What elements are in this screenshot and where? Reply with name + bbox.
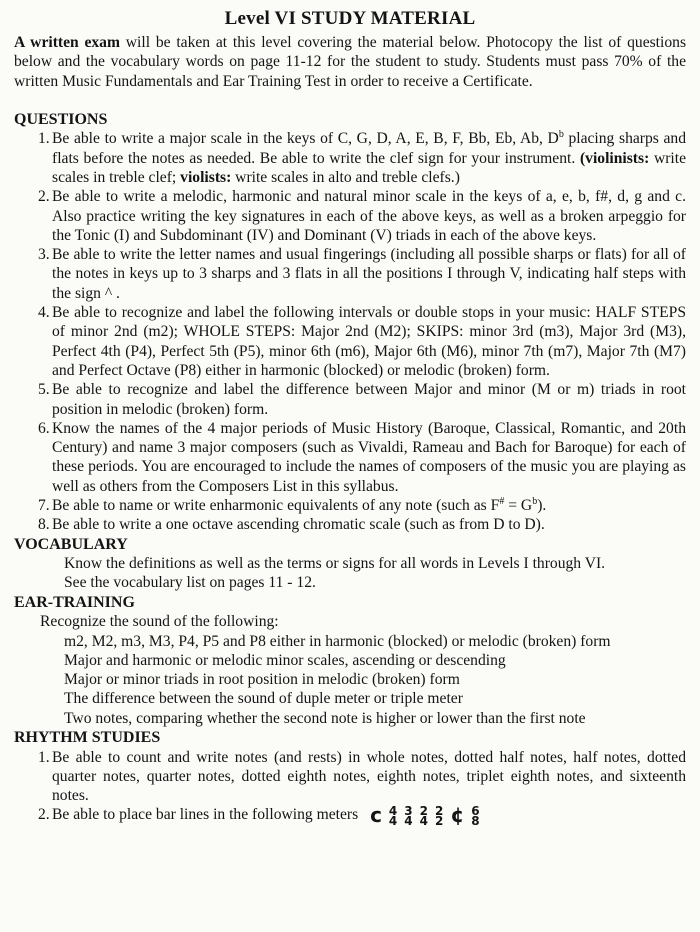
rhythm-item <box>14 748 686 806</box>
question-item <box>14 515 686 534</box>
meter-bottom: 4 <box>404 813 413 828</box>
meter-signs <box>370 803 480 828</box>
ear-training-item: m2, M2, m3, M3, P4, P5 and P8 either in harmonic (blocked) or melodic (broken) form <box>64 632 611 650</box>
questions-list <box>14 129 686 534</box>
question-text: write scales in treble clef; <box>52 149 686 186</box>
flat-superscript: b <box>558 129 564 141</box>
question-text: Be able to write the letter names and usual fingerings (including all possible sharps or flats) for all of the notes in keys up to 3 sharps and 3 flats in all the positions I through V, indicating half steps with the sign ^ . <box>52 246 686 302</box>
rhythm-item <box>14 803 686 828</box>
rhythm-text: Be able to count and write notes (and rests) in whole notes, dotted half notes, half notes, dotted quarter notes, quarter notes, dotted eighth notes, eighth notes, triplet eighth notes, and sixteenth notes. <box>52 748 686 805</box>
question-item <box>14 303 686 380</box>
meter-fraction <box>471 803 480 828</box>
intro-text: will be taken at this level covering the material below. Photocopy the list of questions below and the vocabulary words on page 11-12 for the student to study. Students must pass 70% of the written Music Fundamentals and Ear Training Test in order to receive a Certificate. <box>14 34 687 90</box>
question-item <box>14 245 686 303</box>
question-text: Be able to recognize and label the difference between Major and minor (M or m) triads in root position in melodic (broken) form. <box>52 381 686 418</box>
question-text: placing sharps and flats before the notes as needed. Be able to write the clef sign for your instrument. <box>52 130 686 167</box>
ear-training-intro: Recognize the sound of the following: <box>40 613 279 631</box>
meter-fraction <box>404 803 413 828</box>
question-item <box>14 187 686 245</box>
question-text: ). <box>537 497 547 515</box>
question-number: 2. <box>38 188 50 206</box>
intro-paragraph <box>14 33 686 91</box>
question-number: 5. <box>38 381 50 399</box>
vocabulary-line: See the vocabulary list on pages 11 - 12. <box>64 574 316 592</box>
question-text: Know the names of the 4 major periods of Music History (Baroque, Classical, Romantic, and 20th Century) and name 3 major composers (such as Vivaldi, Rameau and Bach for Baroque) for each of these periods. You are encouraged to include the names of composers of the music you are playing as well as others from the Composers List in this syllabus. <box>52 419 686 495</box>
rhythm-number: 1. <box>38 748 50 766</box>
rhythm-list <box>14 748 686 826</box>
ear-training-item: Major and harmonic or melodic minor scales, ascending or descending <box>64 651 506 669</box>
vocabulary-line: Know the definitions as well as the terms or signs for all words in Levels I through VI. <box>64 555 606 573</box>
common-time-icon: c <box>370 803 382 828</box>
question-number: 1. <box>38 130 50 148</box>
ear-training-item: Major or minor triads in root position in melodic (broken) form <box>64 671 460 689</box>
question-text: = G <box>504 497 533 515</box>
question-number: 3. <box>38 246 50 264</box>
meter-top: 4 <box>388 803 398 818</box>
cut-time-icon: ¢ <box>450 803 465 828</box>
question-bold: violists: <box>180 168 232 186</box>
ear-training-item: Two notes, comparing whether the second note is higher or lower than the first note <box>64 709 586 727</box>
meter-top: 2 <box>435 803 444 818</box>
page-title: Level VI STUDY MATERIAL <box>224 8 476 29</box>
meter-fraction <box>388 803 398 828</box>
question-text: write scales in alto and treble clefs.) <box>231 168 460 186</box>
question-item <box>14 380 686 419</box>
question-item <box>14 496 686 515</box>
intro-bold-lead: A written exam <box>14 34 120 51</box>
meter-bottom: 4 <box>419 813 428 828</box>
rhythm-number: 2. <box>38 806 50 824</box>
meter-bottom: 4 <box>388 813 398 828</box>
flat-superscript: b <box>532 495 538 507</box>
question-bold: (violinists: <box>579 149 650 167</box>
question-text: Be able to recognize and label the following intervals or double stops in your music: HALF STEPS of minor 2nd (m2); WHOLE STEPS: Major 2nd (M2); SKIPS: minor 3rd (m3), Major 3rd (M3), Perfect 4th (P4), Perfect 5th (P5), minor 6th (m6), Major 6th (M6), minor 7th (m7), Major 7th (M7) and Perfect Octave (P8) either in harmonic (blocked) or melodic (broken) form. <box>52 304 686 379</box>
question-number: 4. <box>38 304 50 322</box>
vocabulary-heading: VOCABULARY <box>14 535 128 553</box>
question-text: Be able to name or write enharmonic equivalents of any note (such as F <box>52 497 500 515</box>
meter-top: 2 <box>419 803 428 818</box>
ear-training-item: The difference between the sound of duple meter or triple meter <box>64 690 463 708</box>
meter-bottom: 8 <box>471 813 480 828</box>
question-number: 6. <box>38 419 50 437</box>
question-text: Be able to write a melodic, harmonic and natural minor scale in the keys of a, e, b, f#, d, g and c. Also practice writing the key signatures in each of the above keys, as well as a broken arpeggio for the Tonic (I) and Subdominant (IV) and Dominant (V) triads in each of the above keys. <box>52 188 686 244</box>
question-number: 8. <box>38 516 50 534</box>
question-text: Be able to write a major scale in the keys of C, G, D, A, E, B, F, Bb, Eb, Ab, D <box>52 130 559 148</box>
rhythm-heading: RHYTHM STUDIES <box>14 729 161 746</box>
meter-top: 6 <box>471 803 480 818</box>
meter-bottom: 2 <box>435 813 444 828</box>
question-item <box>14 129 686 187</box>
question-number: 7. <box>38 497 50 515</box>
question-item <box>14 419 686 496</box>
meter-top: 3 <box>404 803 413 818</box>
question-text: Be able to write a one octave ascending chromatic scale (such as from D to D). <box>52 516 545 534</box>
questions-heading: QUESTIONS <box>14 110 108 128</box>
meter-fraction <box>435 803 444 828</box>
rhythm-text: Be able to place bar lines in the following meters <box>52 806 359 824</box>
ear-training-heading: EAR-TRAINING <box>14 593 135 611</box>
sharp-superscript: # <box>499 495 505 507</box>
meter-fraction <box>419 803 428 828</box>
